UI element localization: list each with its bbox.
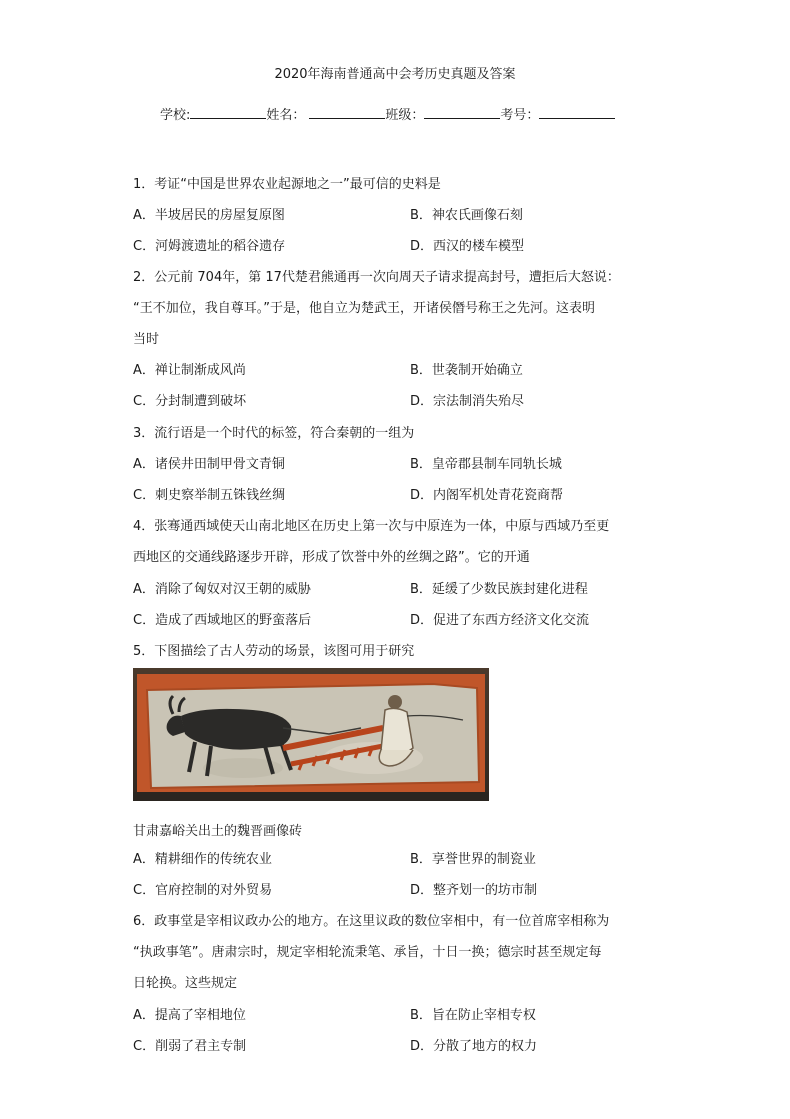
q2-option-d: D．宗法制消失殆尽	[410, 394, 525, 409]
class-blank[interactable]	[424, 106, 500, 119]
q5-option-a: A．精耕细作的传统农业	[133, 852, 272, 867]
q1-option-a: A．半坡居民的房屋复原图	[133, 208, 285, 223]
q4-stem-line2: 西地区的交通线路逐步开辟，形成了饮誉中外的丝绸之路”。它的开通	[133, 550, 530, 565]
q4-stem-line1: 4．张骞通西域使天山南北地区在历史上第一次与中原连为一体，中原与西域乃至更	[133, 519, 610, 534]
q1-option-c: C．河姆渡遗址的稻谷遗存	[133, 239, 286, 254]
q6-stem-line2: “执政事笔”。唐肃宗时，规定宰相轮流秉笔、承旨，十日一换；德宗时甚至规定每	[133, 945, 602, 960]
q2-option-c: C．分封制遭到破坏	[133, 394, 247, 409]
q2-stem-line3: 当时	[133, 332, 160, 347]
q5-option-d: D．整齐划一的坊市制	[410, 883, 538, 898]
q1-option-b: B．神农氏画像石刻	[410, 208, 523, 223]
q3-option-d: D．内阁军机处青花瓷商帮	[410, 488, 564, 503]
q6-option-d: D．分散了地方的权力	[410, 1039, 538, 1054]
q5-option-b: B．享誉世界的制瓷业	[410, 852, 536, 867]
q6-stem-line3: 日轮换。这些规定	[133, 976, 238, 991]
q4-option-d: D．促进了东西方经济文化交流	[410, 613, 590, 628]
student-info	[160, 104, 615, 123]
q4-option-b: B．延缓了少数民族封建化进程	[410, 582, 588, 597]
q3-option-a: A．诸侯井田制甲骨文青铜	[133, 457, 285, 472]
exam-no-label: 考号：	[500, 108, 540, 123]
school-label: 学校:	[160, 108, 191, 123]
q5-stem: 5．下图描绘了古人劳动的场景，该图可用于研究	[133, 644, 415, 659]
q2-stem-line1: 2．公元前 704年，第 17代楚君熊通再一次向周天子请求提高封号，遭拒后大怒说：	[133, 270, 620, 285]
q2-stem-line2: “王不加位，我自尊耳。”于是，他自立为楚武王，开诸侯僭号称王之先河。这表明	[133, 301, 595, 316]
school-blank[interactable]	[190, 106, 266, 119]
q3-option-c: C．刺史察举制五铢钱丝绸	[133, 488, 286, 503]
q1-option-d: D．西汉的楼车模型	[410, 239, 525, 254]
q3-option-b: B．皇帝郡县制车同轨长城	[410, 457, 562, 472]
q5-image-caption: 甘肃嘉峪关出土的魏晋画像砖	[133, 824, 303, 839]
q4-option-a: A．消除了匈奴对汉王朝的威胁	[133, 582, 311, 597]
name-label: 姓名：	[266, 108, 306, 123]
page-title: 2020年海南普通高中会考历史真题及答案	[274, 67, 516, 82]
q2-option-a: A．禅让制渐成风尚	[133, 363, 246, 378]
q6-option-c: C．削弱了君主专制	[133, 1039, 247, 1054]
q4-option-c: C．造成了西域地区的野蛮落后	[133, 613, 312, 628]
q6-stem-line1: 6．政事堂是宰相议政办公的地方。在这里议政的数位宰相中，有一位首席宰相称为	[133, 914, 610, 929]
q6-option-b: B．旨在防止宰相专权	[410, 1008, 536, 1023]
brick-painting-image	[133, 668, 489, 801]
q6-option-a: A．提高了宰相地位	[133, 1008, 246, 1023]
name-blank[interactable]	[309, 106, 385, 119]
q3-stem: 3．流行语是一个时代的标签，符合秦朝的一组为	[133, 426, 415, 441]
class-label: 班级：	[385, 108, 425, 123]
q5-option-c: C．官府控制的对外贸易	[133, 883, 273, 898]
q1-stem: 1．考证“中国是世界农业起源地之一”最可信的史料是	[133, 177, 441, 192]
exam-no-blank[interactable]	[539, 106, 615, 119]
q2-option-b: B．世袭制开始确立	[410, 363, 523, 378]
